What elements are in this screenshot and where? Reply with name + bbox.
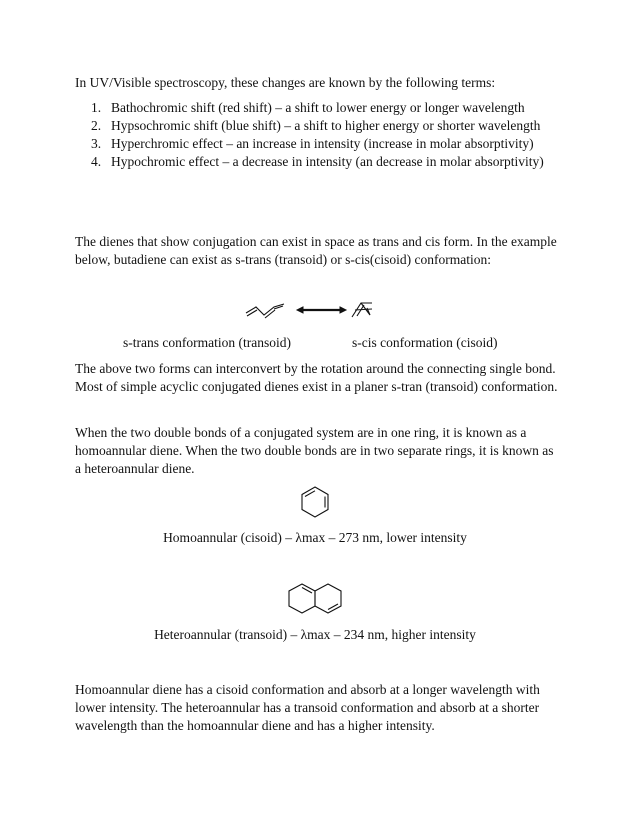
s-cis-butadiene-structure	[352, 303, 372, 317]
list-number: 4.	[91, 154, 102, 169]
equilibrium-arrow-icon	[297, 307, 346, 313]
heteroannular-caption: Heteroannular (transoid) – λmax – 234 nm, higher intensity	[154, 627, 476, 642]
intro-paragraph: In UV/Visible spectroscopy, these changes are known by the following terms:	[75, 75, 496, 90]
list-item	[75, 99, 560, 117]
list-item	[75, 153, 560, 171]
list-text: Hypochromic effect – a decrease in intensity (an decrease in molar absorptivity)	[111, 154, 544, 169]
list-number: 1.	[91, 100, 102, 115]
list-item	[75, 117, 560, 135]
list-item	[75, 135, 560, 153]
homoannular-diene-structure	[297, 484, 333, 520]
s-cis-label: s-cis conformation (cisoid)	[352, 335, 498, 350]
list-text: Bathochromic shift (red shift) – a shift to lower energy or longer wavelength	[111, 100, 525, 115]
dienes-paragraph: The dienes that show conjugation can exist in space as trans and cis form. In the example below, butadiene can exist as s-trans (transoid) or s-cis(cisoid) conformation:	[75, 234, 557, 267]
conclusion-paragraph: Homoannular diene has a cisoid conformation and absorb at a longer wavelength with lower intensity. The heteroannular has a transoid conformation and absorb at a shorter wavelength than the homoannular diene and has a higher intensity.	[75, 682, 540, 733]
butadiene-conformations-figure	[0, 295, 630, 325]
heteroannular-diene-structure	[285, 580, 345, 620]
homoannular-caption: Homoannular (cisoid) – λmax – 273 nm, lower intensity	[163, 530, 467, 545]
s-trans-label: s-trans conformation (transoid)	[123, 335, 291, 350]
conformation-labels	[0, 334, 630, 352]
list-number: 2.	[91, 118, 102, 133]
terms-list	[75, 99, 560, 171]
ring-dienes-paragraph: When the two double bonds of a conjugated system are in one ring, it is known as a homoannular diene. When the two double bonds are in two separate rings, it is known as a heteroannular diene.	[75, 425, 554, 476]
s-trans-butadiene-structure	[246, 304, 284, 318]
list-number: 3.	[91, 136, 102, 151]
list-text: Hyperchromic effect – an increase in intensity (increase in molar absorptivity)	[111, 136, 534, 151]
list-text: Hypsochromic shift (blue shift) – a shift to higher energy or shorter wavelength	[111, 118, 541, 133]
interconversion-paragraph: The above two forms can interconvert by the rotation around the connecting single bond. Most of simple acyclic conjugated dienes exist in a planer s-tran (transoid) conformation.	[75, 361, 558, 394]
